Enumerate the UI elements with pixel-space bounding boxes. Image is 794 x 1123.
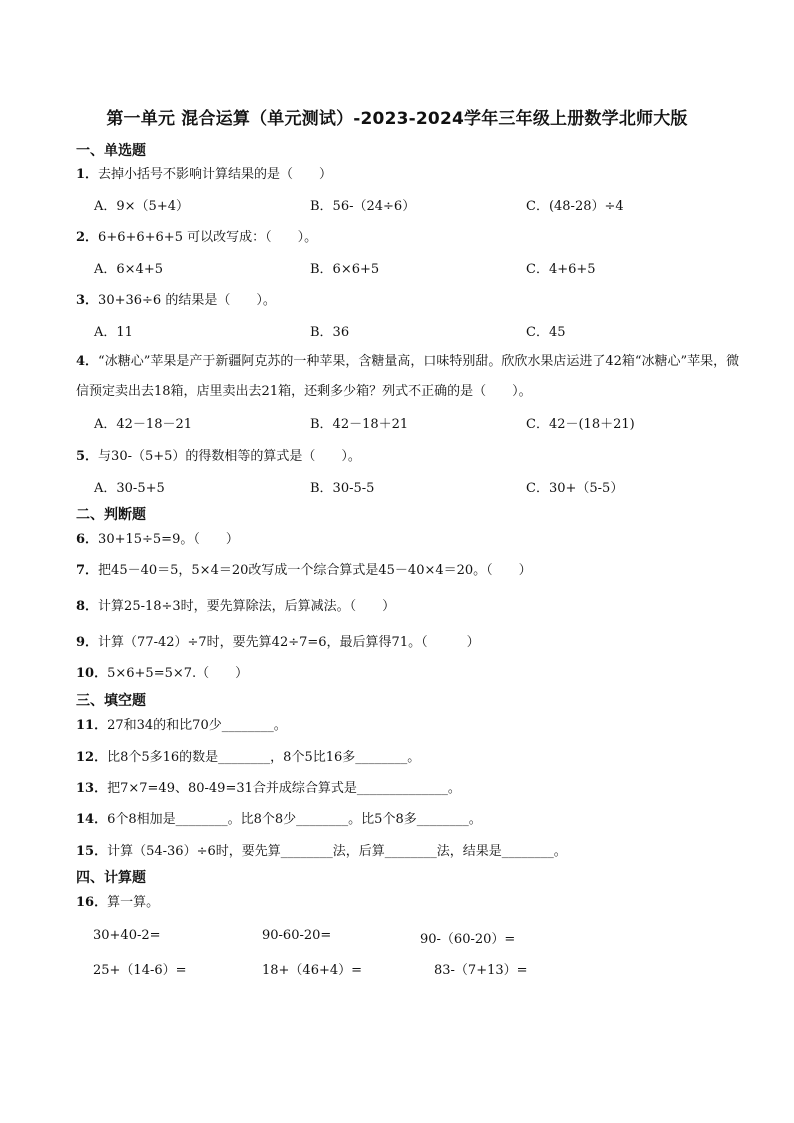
option-c: C．(48-28）÷4	[526, 199, 624, 214]
page-title: 第一单元 混合运算（单元测试）-2023-2024学年三年级上册数学北师大版	[106, 109, 688, 129]
question-3	[76, 292, 276, 310]
question-number: 2．	[76, 230, 99, 245]
question-number: 4．	[76, 354, 99, 369]
question-text: 30+15÷5=9。（ ）	[98, 532, 239, 547]
question-5	[76, 448, 361, 466]
question-text: “冰糖心”苹果是产于新疆阿克苏的一种苹果，含糖量高，口味特别甜。欣欣水果店运进了42箱“冰糖心”苹果，微信预定卖出去18箱，店里卖出去21箱，还剩多少箱？列式不正确的是（ ）。	[76, 354, 740, 399]
question-14	[76, 811, 482, 829]
calc-item: 30+40-2=	[93, 928, 161, 943]
question-number: 15．	[76, 844, 108, 859]
section-heading-calculation: 四、计算题	[76, 870, 146, 886]
calc-item: 83-（7+13）=	[434, 963, 528, 978]
question-number: 7．	[76, 563, 99, 578]
question-number: 9．	[76, 635, 99, 650]
option-a: A．11	[94, 325, 133, 340]
calc-item: 25+（14-6）=	[93, 963, 187, 978]
question-text: 5×6+5=5×7.（ ）	[107, 666, 249, 681]
question-10	[76, 665, 248, 683]
question-number: 5．	[76, 449, 99, 464]
question-1	[76, 166, 332, 184]
option-a: A．9×（5+4）	[94, 199, 189, 214]
question-text: 把7×7=49、80-49=31合并成综合算式是______________。	[107, 781, 461, 796]
question-text: 比8个5多16的数是________，8个5比16多________。	[107, 750, 421, 765]
question-number: 6．	[76, 532, 99, 547]
question-13	[76, 780, 461, 798]
option-b: B．42－18＋21	[310, 417, 409, 432]
question-text: 把45－40＝5，5×4＝20改写成一个综合算式是45－40×4＝20。（ ）	[98, 563, 532, 578]
option-b: B．56-（24÷6）	[310, 199, 416, 214]
calc-item: 18+（46+4）=	[262, 963, 363, 978]
option-c: C．45	[526, 325, 566, 340]
calc-item: 90-60-20=	[262, 928, 332, 943]
question-text: 计算（77-42）÷7时，要先算42÷7=6，最后算得71。（ ）	[98, 635, 480, 650]
question-number: 3．	[76, 293, 99, 308]
question-4	[76, 347, 746, 407]
question-8	[76, 598, 395, 616]
question-text: 6个8相加是________。比8个8少________。比5个8多________。	[107, 812, 482, 827]
question-15	[76, 843, 567, 861]
section-heading-single-choice: 一、单选题	[76, 143, 146, 159]
option-a: A．30-5+5	[94, 481, 165, 496]
option-c: C．30+（5-5）	[526, 481, 624, 496]
question-number: 12．	[76, 750, 108, 765]
question-number: 8．	[76, 599, 99, 614]
option-b: B．30-5-5	[310, 481, 375, 496]
option-a: A．6×4+5	[94, 262, 163, 277]
question-text: 30+36÷6 的结果是（ ）。	[98, 293, 276, 308]
question-text: 算一算。	[107, 895, 160, 910]
question-7	[76, 562, 532, 580]
question-6	[76, 531, 239, 549]
option-c: C．4+6+5	[526, 262, 596, 277]
option-c: C．42－(18＋21)	[526, 417, 635, 432]
question-number: 1．	[76, 167, 99, 182]
section-heading-fill-in: 三、填空题	[76, 693, 146, 709]
question-text: 去掉小括号不影响计算结果的是（ ）	[98, 167, 333, 182]
option-b: B．36	[310, 325, 350, 340]
question-text: 计算（54-36）÷6时，要先算________法，后算________法，结果是________。	[107, 844, 567, 859]
question-number: 10．	[76, 666, 108, 681]
question-number: 14．	[76, 812, 108, 827]
calc-item: 90-（60-20）=	[420, 932, 516, 947]
question-12	[76, 749, 420, 767]
question-number: 11．	[76, 718, 108, 733]
question-text: 与30-（5+5）的得数相等的算式是（ ）。	[98, 449, 361, 464]
question-2	[76, 229, 317, 247]
option-a: A．42－18－21	[94, 417, 193, 432]
question-number: 16．	[76, 895, 108, 910]
option-b: B．6×6+5	[310, 262, 380, 277]
question-text: 计算25-18÷3时，要先算除法，后算减法。（ ）	[98, 599, 396, 614]
question-number: 13．	[76, 781, 108, 796]
question-text: 27和34的和比70少________。	[107, 718, 287, 733]
question-11	[76, 717, 287, 735]
section-heading-true-false: 二、判断题	[76, 507, 146, 523]
question-16	[76, 894, 159, 912]
question-9	[76, 634, 480, 652]
question-text: 6+6+6+6+5 可以改写成：（ ）。	[98, 230, 318, 245]
